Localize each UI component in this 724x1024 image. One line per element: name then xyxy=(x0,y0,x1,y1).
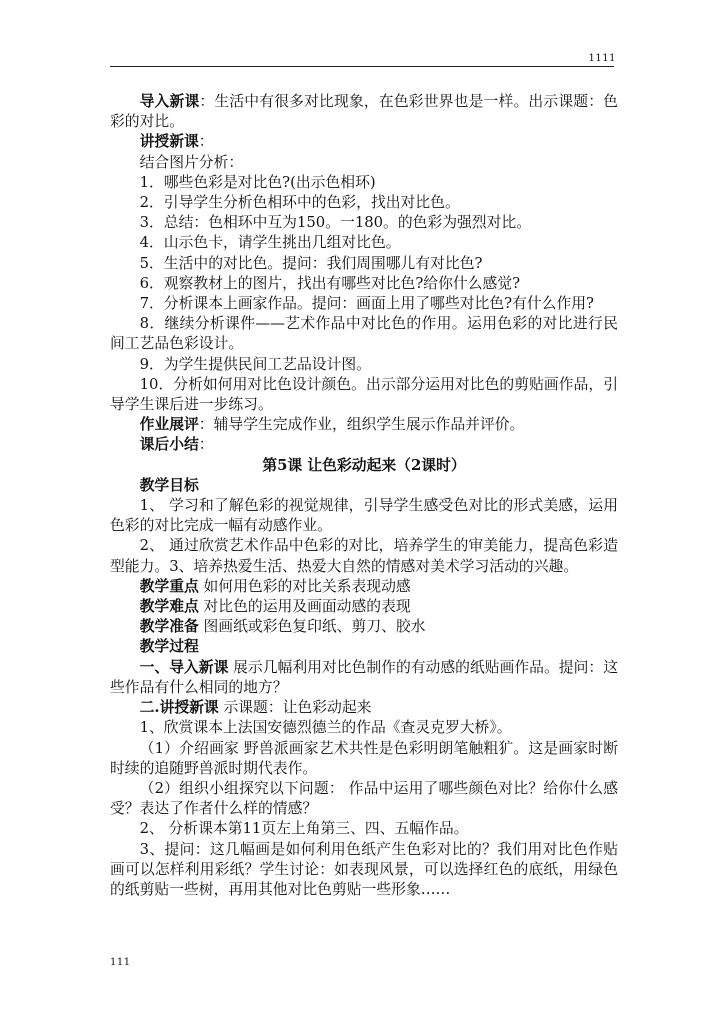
paragraph-text: 图画纸或彩色复印纸、剪刀、胶水 xyxy=(198,618,426,636)
paragraph-text: 3、提问：这几幅画是如何利用色纸产生色彩对比的？我们用对比色作贴画可以怎样利用彩纸？学生讨论：如表现风景，可以选择红色的底纸，用绿色的纸剪贴一些树，再用其他对比色剪贴一些形象…… xyxy=(110,840,618,898)
paragraph xyxy=(110,375,618,415)
paragraph xyxy=(110,840,618,901)
document-body xyxy=(110,92,618,900)
paragraph-heading: 二.讲授新课 xyxy=(139,699,219,717)
paragraph xyxy=(110,294,618,314)
paragraph xyxy=(110,637,618,657)
paragraph-heading: 作业展评 xyxy=(139,416,199,434)
paragraph xyxy=(110,92,618,132)
paragraph-text: （1）介绍画家 野兽派画家艺术共性是色彩明朗笔触粗犷。这是画家时断时续的追随野兽派时期代表作。 xyxy=(110,739,618,777)
paragraph-heading: 课后小结 xyxy=(139,436,199,454)
header-page-number: 1111 xyxy=(588,53,616,64)
paragraph-text: 示课题：让色彩动起来 xyxy=(218,699,372,717)
paragraph-heading: 教学重点 xyxy=(139,577,199,595)
paragraph-text: 8．继续分析课件——艺术作品中对比色的作用。运用色彩的对比进行民间工艺品色彩设计。 xyxy=(110,315,618,353)
paragraph-text: 2．引导学生分析色相环中的色彩，找出对比色。 xyxy=(139,194,460,212)
paragraph-text: （2）组织小组探究以下问题： 作品中运用了哪些颜色对比？给你什么感受？表达了作者什么样的情感？ xyxy=(110,779,618,818)
paragraph-text: ：辅导学生完成作业，组织学生展示作品并评价。 xyxy=(198,416,525,434)
paragraph xyxy=(110,415,618,435)
paragraph xyxy=(110,355,618,375)
paragraph-text: 1、欣赏课本上法国安德烈德兰的作品《查灵克罗大桥》。 xyxy=(139,719,512,737)
paragraph xyxy=(110,173,618,193)
paragraph xyxy=(110,476,618,496)
paragraph-text: 2、 通过欣赏艺术作品中色彩的对比，培养学生的审美能力，提高色彩造型能力。3、培养热爱生活、热爱大自然的情感对美术学习活动的兴趣。 xyxy=(110,537,618,575)
paragraph-text: ：生活中有很多对比现象，在色彩世界也是一样。出示课题：色彩的对比。 xyxy=(110,93,618,131)
footer-page-number: 111 xyxy=(110,957,131,968)
paragraph-text: 1、 学习和了解色彩的视觉规律，引导学生感受色对比的形式美感，运用色彩的对比完成一幅有动感作业。 xyxy=(110,497,618,535)
paragraph xyxy=(110,577,618,597)
paragraph-text: 1．哪些色彩是对比色?(出示色相环) xyxy=(139,173,376,191)
paragraph-text: 展示几幅利用对比色制作的有动感的纸贴画作品。提问：这些作品有什么相同的地方？ xyxy=(110,658,618,696)
paragraph-text: 9．为学生提供民间工艺品设计图。 xyxy=(139,355,371,373)
paragraph-text: 10．分析如何用对比色设计颜色。出示部分运用对比色的剪贴画作品，引导学生课后进一步练习。 xyxy=(110,375,618,414)
paragraph-heading: 教学目标 xyxy=(139,476,199,494)
paragraph xyxy=(110,718,618,738)
paragraph xyxy=(110,779,618,819)
paragraph xyxy=(110,819,618,839)
paragraph xyxy=(110,617,618,637)
paragraph-heading: 讲授新课 xyxy=(139,133,199,151)
paragraph-text: 7．分析课本上画家作品。提问：画面上用了哪些对比色?有什么作用? xyxy=(139,295,594,313)
paragraph-heading: 第5课 让色彩动起来（2课时） xyxy=(262,456,466,474)
paragraph-text: 3．总结：色相环中互为150。一180。的色彩为强烈对比。 xyxy=(139,214,532,232)
paragraph xyxy=(110,456,618,476)
paragraph-heading: 一、导入新课 xyxy=(139,658,229,676)
paragraph-text: 结合图片分析： xyxy=(139,153,244,171)
paragraph xyxy=(110,698,618,718)
header-rule xyxy=(110,66,614,67)
paragraph xyxy=(110,274,618,294)
paragraph xyxy=(110,536,618,576)
paragraph-heading: 教学过程 xyxy=(139,638,199,656)
paragraph-text: 6．观察教材上的图片，找出有哪些对比色?给你什么感觉? xyxy=(139,274,521,292)
paragraph-text: ： xyxy=(198,133,214,151)
paragraph-text: 对比色的运用及画面动感的表现 xyxy=(198,598,411,616)
paragraph-text: 2、 分析课本第11页左上角第三、四、五幅作品。 xyxy=(139,820,469,838)
paragraph xyxy=(110,132,618,152)
paragraph xyxy=(110,739,618,779)
paragraph xyxy=(110,435,618,455)
paragraph-text: 4．山示色卡，请学生挑出几组对比色。 xyxy=(139,234,401,252)
paragraph xyxy=(110,496,618,536)
paragraph xyxy=(110,213,618,233)
paragraph xyxy=(110,658,618,698)
paragraph xyxy=(110,233,618,253)
paragraph xyxy=(110,597,618,617)
paragraph xyxy=(110,254,618,274)
paragraph-text: 5．生活中的对比色。提问：我们周围哪儿有对比色? xyxy=(139,254,483,272)
paragraph xyxy=(110,314,618,354)
paragraph-heading: 导入新课 xyxy=(139,93,200,110)
paragraph-heading: 教学难点 xyxy=(139,598,199,616)
paragraph-heading: 教学准备 xyxy=(139,618,199,636)
paragraph-text: 如何用色彩的对比关系表现动感 xyxy=(198,577,411,595)
paragraph xyxy=(110,193,618,213)
paragraph-text: ： xyxy=(198,436,214,454)
paragraph xyxy=(110,153,618,173)
